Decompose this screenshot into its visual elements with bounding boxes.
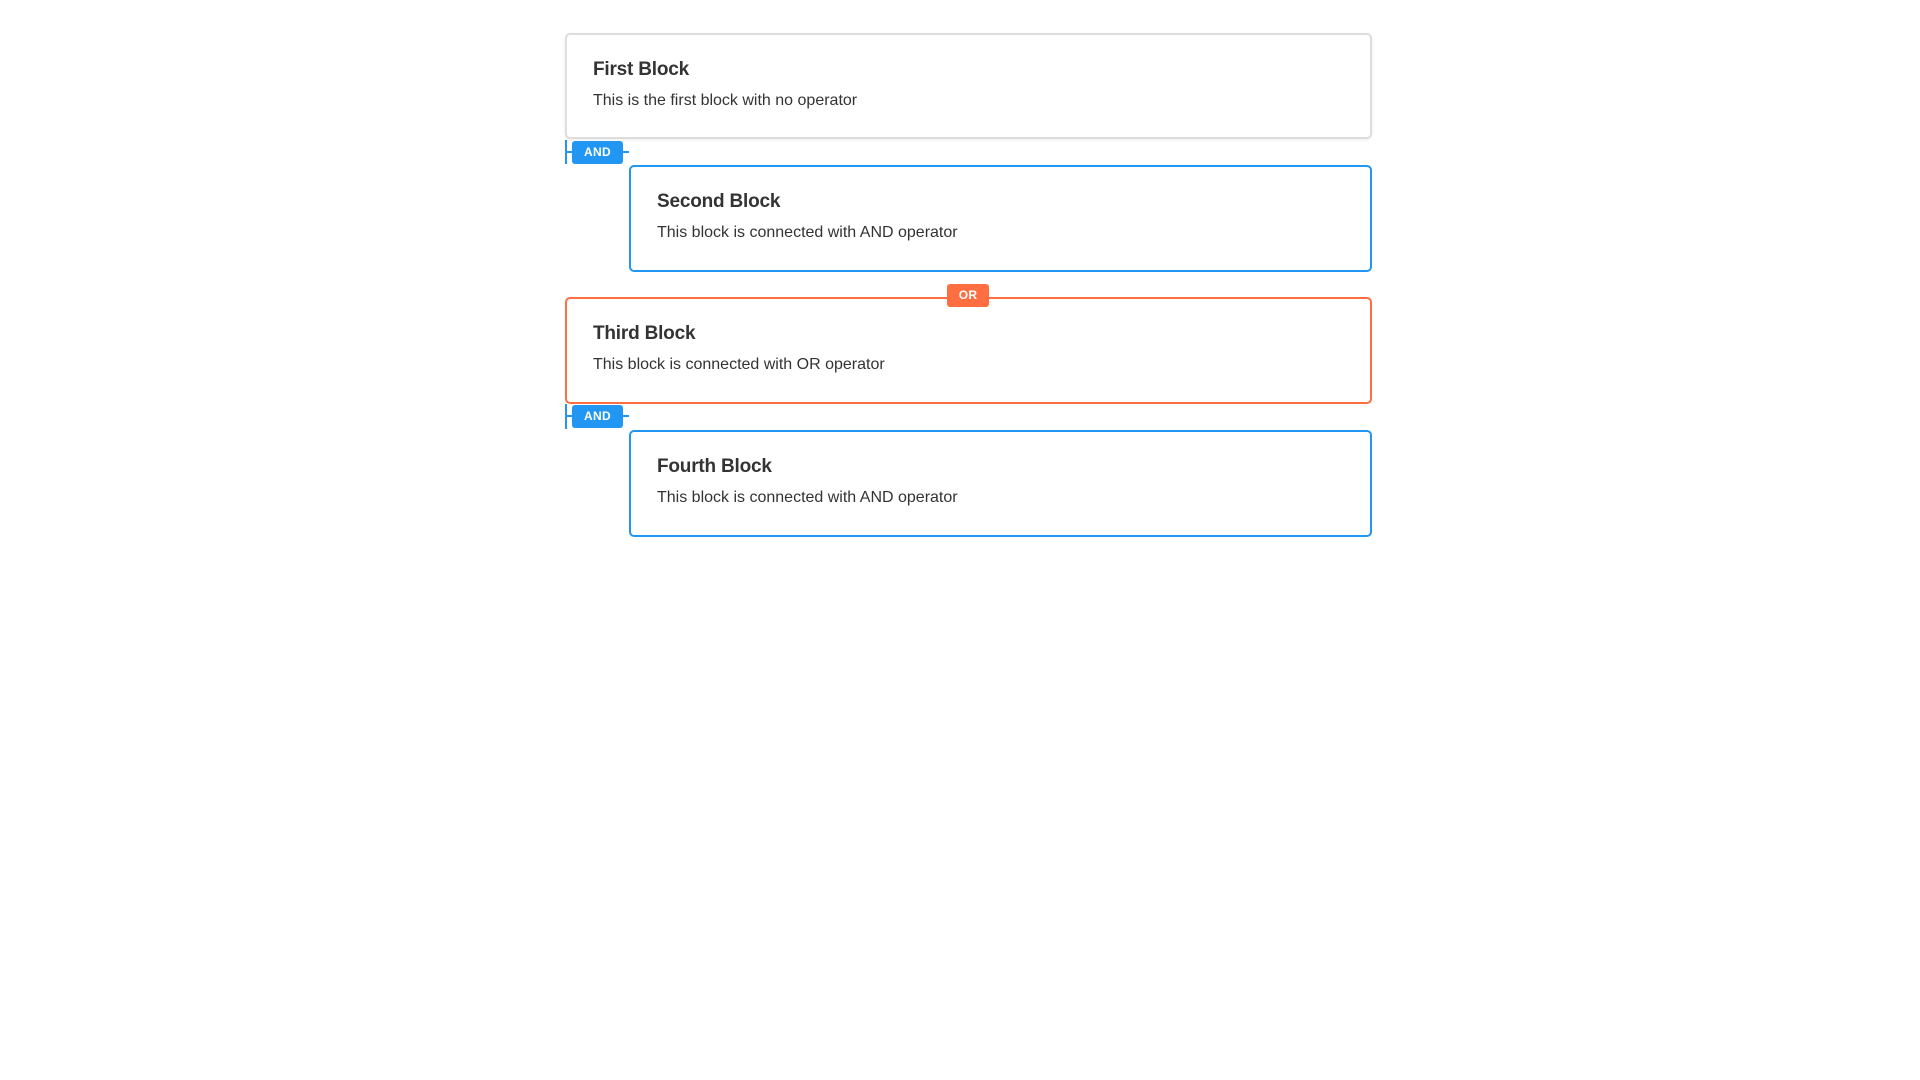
block-description: This block is connected with OR operator xyxy=(593,356,885,373)
block-title: Third Block xyxy=(593,323,696,344)
block-fourth[interactable] xyxy=(629,430,1372,537)
operator-badge-or[interactable]: OR xyxy=(947,284,989,307)
operator-badge-and[interactable]: AND xyxy=(572,141,623,164)
block-title: Second Block xyxy=(657,191,781,212)
block-first[interactable] xyxy=(565,33,1372,139)
block-description: This block is connected with AND operator xyxy=(657,224,958,241)
block-title: Fourth Block xyxy=(657,456,772,477)
block-description: This block is connected with AND operator xyxy=(657,489,958,506)
block-description: This is the first block with no operator xyxy=(593,92,858,109)
block-third[interactable] xyxy=(565,297,1372,404)
operator-badge-and[interactable]: AND xyxy=(572,405,623,428)
block-title: First Block xyxy=(593,59,689,80)
block-second[interactable] xyxy=(629,165,1372,272)
